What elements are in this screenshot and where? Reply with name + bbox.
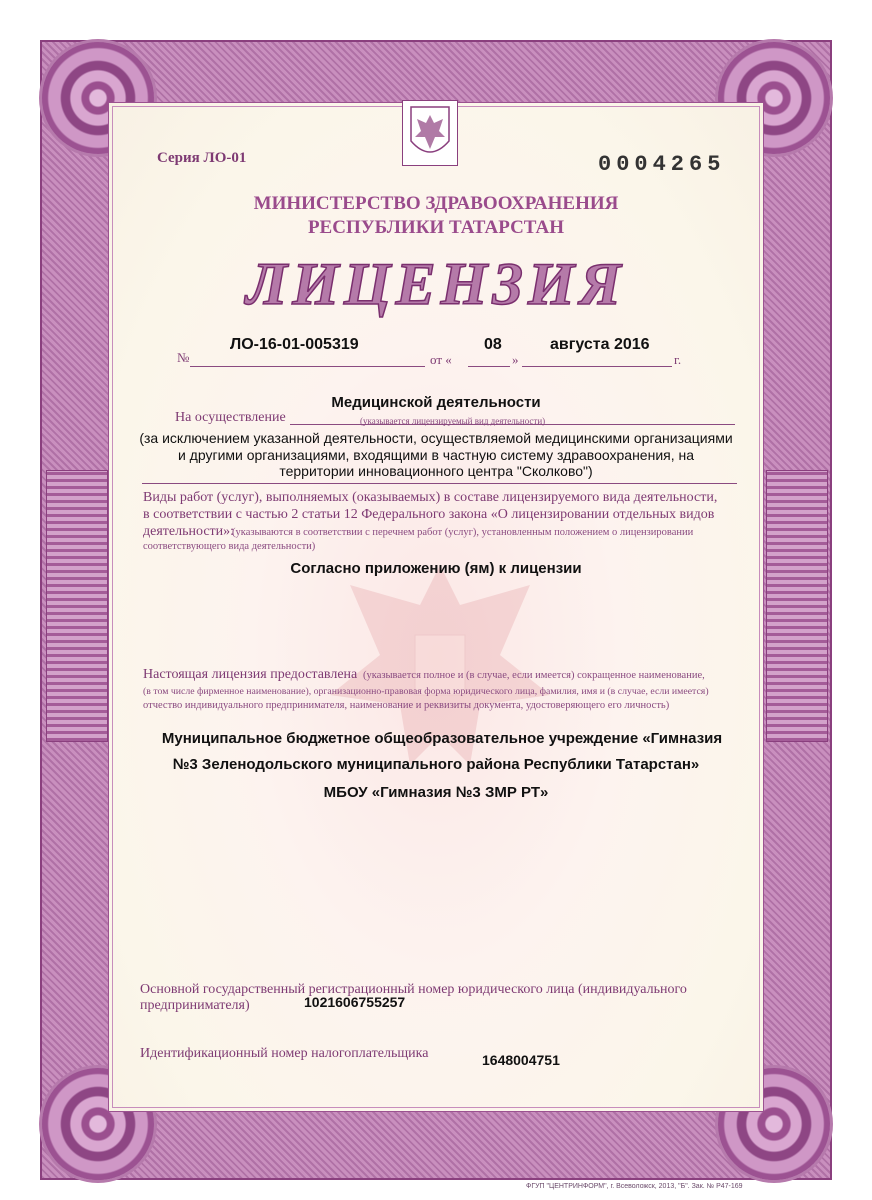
- holder-label: Настоящая лицензия предоставлена: [143, 667, 358, 682]
- right-ornament-band: [766, 470, 828, 742]
- works-hint-line2: соответствующего вида деятельности): [143, 541, 316, 552]
- ogrn-label-line2: предпринимателя): [140, 998, 250, 1013]
- activity-label: На осуществление: [175, 410, 286, 425]
- number-underline: [190, 366, 425, 367]
- activity-note-line3: территории инновационного центра "Сколково"): [279, 463, 593, 479]
- activity-note-line2: и другими организациями, входящими в частную систему здравоохранения, на: [177, 447, 695, 463]
- holder-hint-line3: отчество индивидуального предпринимателя, наименование и реквизиты документа, удостоверяющего его личность): [143, 700, 670, 711]
- holder-name-line1: Муниципальное бюджетное общеобразовательное учреждение «Гимназия: [161, 730, 723, 747]
- works-label-line2: в соответствии с частью 2 статьи 12 Федерального закона «О лицензировании отдельных видов: [143, 507, 715, 522]
- inn-value: 1648004751: [482, 1052, 560, 1068]
- ministry-line1: МИНИСТЕРСТВО ЗДРАВООХРАНЕНИЯ: [253, 193, 619, 214]
- license-day: 08: [484, 336, 502, 353]
- year-suffix: г.: [674, 352, 682, 367]
- works-value: Согласно приложению (ям) к лицензии: [290, 560, 582, 577]
- holder-hint-line2: (в том числе фирменное наименование), организационно-правовая форма юридического лица, фамилия, имя и (в случае, если имеется): [143, 686, 709, 697]
- coat-of-arms-icon: [402, 100, 458, 166]
- ministry-line2: РЕСПУБЛИКИ ТАТАРСТАН: [307, 217, 565, 238]
- license-number: ЛО-16-01-005319: [230, 336, 359, 353]
- works-label-line1: Виды работ (услуг), выполняемых (оказываемых) в составе лицензируемого вида деятельности,: [143, 490, 718, 505]
- holder-short-name: МБОУ «Гимназия №3 ЗМР РТ»: [323, 784, 549, 801]
- month-underline: [522, 366, 672, 367]
- activity-note-underline: [142, 483, 737, 484]
- holder-hint-line1: (указывается полное и (в случае, если имеется) сокращенное наименование,: [363, 670, 705, 681]
- ogrn-value: 1021606755257: [304, 994, 406, 1010]
- works-hint-line1: (указываются в соответствии с перечнем работ (услуг), установленным положением о лицензировании: [232, 527, 694, 538]
- day-underline: [468, 366, 510, 367]
- works-label-line3: деятельности»:: [143, 524, 235, 539]
- quote-close: »: [512, 352, 519, 367]
- activity-hint: (указывается лицензируемый вид деятельности): [360, 416, 546, 426]
- activity-type: Медицинской деятельности: [331, 394, 541, 411]
- left-ornament-band: [46, 470, 108, 742]
- eagle-watermark-icon: [300, 545, 580, 785]
- ogrn-label-line1: Основной государственный регистрационный номер юридического лица (индивидуального: [140, 982, 687, 997]
- printer-imprint: ФГУП "ЦЕНТРИНФОРМ", г. Всеволожск, 2013, "Б". Зак. № Р47-169: [526, 1183, 743, 1190]
- date-from-label: от «: [430, 352, 452, 367]
- inn-label: Идентификационный номер налогоплательщика: [140, 1046, 429, 1061]
- document-title: ЛИЦЕНЗИЯ: [246, 251, 626, 317]
- series-label: Серия ЛО-01: [157, 150, 247, 166]
- number-sign: №: [177, 350, 190, 365]
- activity-note-line1: (за исключением указанной деятельности, осуществляемой медицинскими организациями: [139, 430, 733, 446]
- form-number: 0004265: [598, 152, 726, 177]
- holder-name-line2: №3 Зеленодольского муниципального района Республики Татарстан»: [172, 756, 700, 773]
- license-month-year: августа 2016: [550, 336, 650, 353]
